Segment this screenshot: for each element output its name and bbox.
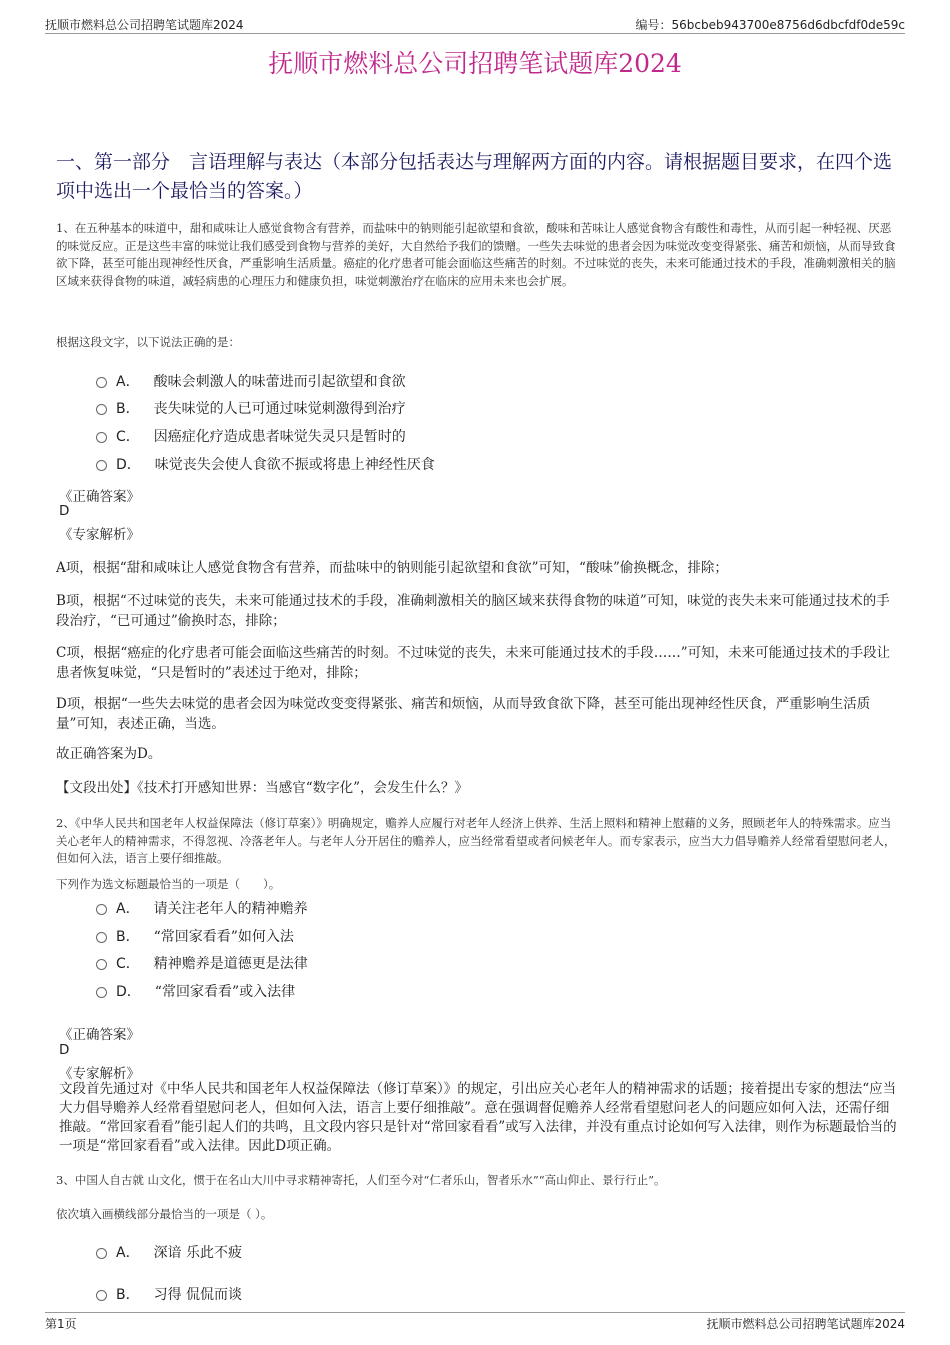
q1-option-d[interactable] [96,454,435,474]
footer-page-number: 第1页 [45,1317,77,1331]
q1-analysis-a: A项，根据“甜和咸味让人感觉食物含有营养，而盐味中的钠则能引起欲望和食欲”可知，“酸味”偷换概念，排除； [56,560,728,576]
option-letter: A． [116,901,140,917]
q1-question: 根据这段文字，以下说法正确的是： [56,335,240,349]
option-letter: B． [116,929,140,945]
header-doc-title: 抚顺市燃料总公司招聘笔试题库2024 [45,18,244,32]
q1-analysis-d: D项，根据“一些失去味觉的患者会因为味觉改变变得紧张、痛苦和烦恼，从而导致食欲下降，甚至可能出现神经性厌食，严重影响生活质量”可知，表述正确，当选。 [56,696,871,732]
footer-doc-title: 抚顺市燃料总公司招聘笔试题库2024 [706,1317,905,1331]
option-letter: B． [116,1287,140,1303]
option-text: 丧失味觉的人已可通过味觉刺激得到治疗 [153,401,406,417]
radio-icon[interactable] [96,432,107,443]
option-letter: C． [116,429,140,445]
header-doc-id: 编号：56bcbeb943700e8756d6dbcfdf0de59c [635,18,905,32]
q1-analysis-label: 《专家解析》 [59,527,140,543]
q2-analysis-label: 《专家解析》 [59,1066,140,1082]
q2-passage: 2、《中华人民共和国老年人权益保障法（修订草案）》明确规定，赡养人应履行对老年人经济上供养、生活上照料和精神上慰藉的义务，照顾老年人的特殊需求。应当关心老年人的精神需求，不得忽视、冷落老年人。与老年人分开居住的赡养人，应当经常看望或者问候老年人。而专家表示，应当大力倡导赡养人经常看望慰问老人，但如何入法，语言上要仔细推敲。 [56,816,896,865]
radio-icon[interactable] [96,1290,107,1301]
radio-icon[interactable] [96,904,107,915]
q2-option-d[interactable] [96,981,295,1001]
q1-analysis-b: B项，根据“不过味觉的丧失，未来可能通过技术的手段，准确刺激相关的脑区域来获得食物的味道”可知，味觉的丧失未来可能通过技术的手段治疗，“已可通过”偷换时态，排除； [56,593,890,629]
q3-question: 依次填入画横线部分最恰当的一项是（ ）。 [56,1207,273,1221]
q2-answer: D [59,1042,70,1058]
q1-option-a[interactable] [96,371,406,391]
option-text: “常回家看看”或入法律 [154,984,296,1000]
q1-answer: D [59,503,70,519]
header-divider [45,33,905,34]
q1-option-c[interactable] [96,426,406,446]
q2-option-c[interactable] [96,953,308,973]
option-text: 酸味会刺激人的味蕾进而引起欲望和食欲 [153,374,406,390]
q3-passage: 3、中国人自古就 山文化，惯于在名山大川中寻求精神寄托，人们至今对“仁者乐山，智者乐水”“高山仰止、景行行止”。 [56,1173,666,1187]
option-text: 深谙 乐此不疲 [153,1245,243,1261]
q1-source: 【文段出处】《技术打开感知世界：当感官“数字化”，会发生什么？》 [56,780,469,796]
footer-divider [45,1312,905,1313]
option-text: 请关注老年人的精神赡养 [153,901,308,917]
radio-icon[interactable] [96,404,107,415]
q1-answer-label: 《正确答案》 [59,489,140,505]
option-letter: C． [116,956,140,972]
q1-analysis-conclusion: 故正确答案为D。 [56,746,162,762]
q2-option-a[interactable] [96,898,308,918]
radio-icon[interactable] [96,959,107,970]
radio-icon[interactable] [96,932,107,943]
q1-analysis-c: C项，根据“癌症的化疗患者可能会面临这些痛苦的时刻。不过味觉的丧失，未来可能通过技术的手段……”可知，未来可能通过技术的手段让患者恢复味觉，“只是暂时的”表述过于绝对，排除； [56,645,891,681]
q1-passage: 1、在五种基本的味道中，甜和咸味让人感觉食物含有营养，而盐味中的钠则能引起欲望和食欲，酸味和苦味让人感觉食物含有酸性和毒性，从而引起一种轻视、厌恶的味觉反应。正是这些丰富的味觉让我们感受到食物与营养的美好，大自然给予我们的馈赠。一些失去味觉的患者会因为味觉改变变得紧张、痛苦和烦恼，从而导致食欲下降，甚至可能出现神经性厌食，严重影响生活质量。癌症的化疗患者可能会面临这些痛苦的时刻。不过味觉的丧失，未来可能通过技术的手段，准确刺激相关的脑区域来获得食物的味道，减轻病患的心理压力和健康负担，味觉刺激治疗在临床的应用未来也会扩展。 [56,221,896,288]
radio-icon[interactable] [96,987,107,998]
option-text: “常回家看看”如何入法 [153,929,294,945]
q2-option-b[interactable] [96,926,294,946]
radio-icon[interactable] [96,377,107,388]
q2-answer-label: 《正确答案》 [59,1027,140,1043]
q2-question: 下列作为选文标题最恰当的一项是（ ）。 [56,877,281,891]
page-title: 抚顺市燃料总公司招聘笔试题库2024 [268,49,682,78]
option-letter: D． [116,457,141,473]
radio-icon[interactable] [96,1248,107,1259]
section-heading: 一、第一部分 言语理解与表达（本部分包括表达与理解两方面的内容。请根据题目要求，在四个选项中选出一个最恰当的答案。） [56,151,893,202]
option-text: 味觉丧失会使人食欲不振或将患上神经性厌食 [154,457,435,473]
q3-option-a[interactable] [96,1242,242,1262]
q1-option-b[interactable] [96,398,406,418]
radio-icon[interactable] [96,460,107,471]
option-text: 精神赡养是道德更是法律 [153,956,308,972]
option-letter: A． [116,1245,140,1261]
option-text: 因癌症化疗造成患者味觉失灵只是暂时的 [153,429,406,445]
option-letter: D． [116,984,141,1000]
option-letter: B． [116,401,140,417]
q3-option-b[interactable] [96,1284,242,1304]
q2-analysis: 文段首先通过对《中华人民共和国老年人权益保障法（修订草案）》的规定，引出应关心老年人的精神需求的话题；接着提出专家的想法“应当大力倡导赡养人经常看望慰问老人，但如何入法，语言上要仔细推敲”。意在强调督促赡养人经常看望慰问老人的问题应如何入法，还需仔细推敲。“常回家看看”能引起人们的共鸣，且文段内容只是针对“常回家看看”或写入法律，并没有重点讨论如何写入法律，则作为标题最恰当的一项是“常回家看看”或入法律。因此D项正确。 [59,1081,897,1154]
option-text: 习得 侃侃而谈 [153,1287,243,1303]
option-letter: A． [116,374,140,390]
